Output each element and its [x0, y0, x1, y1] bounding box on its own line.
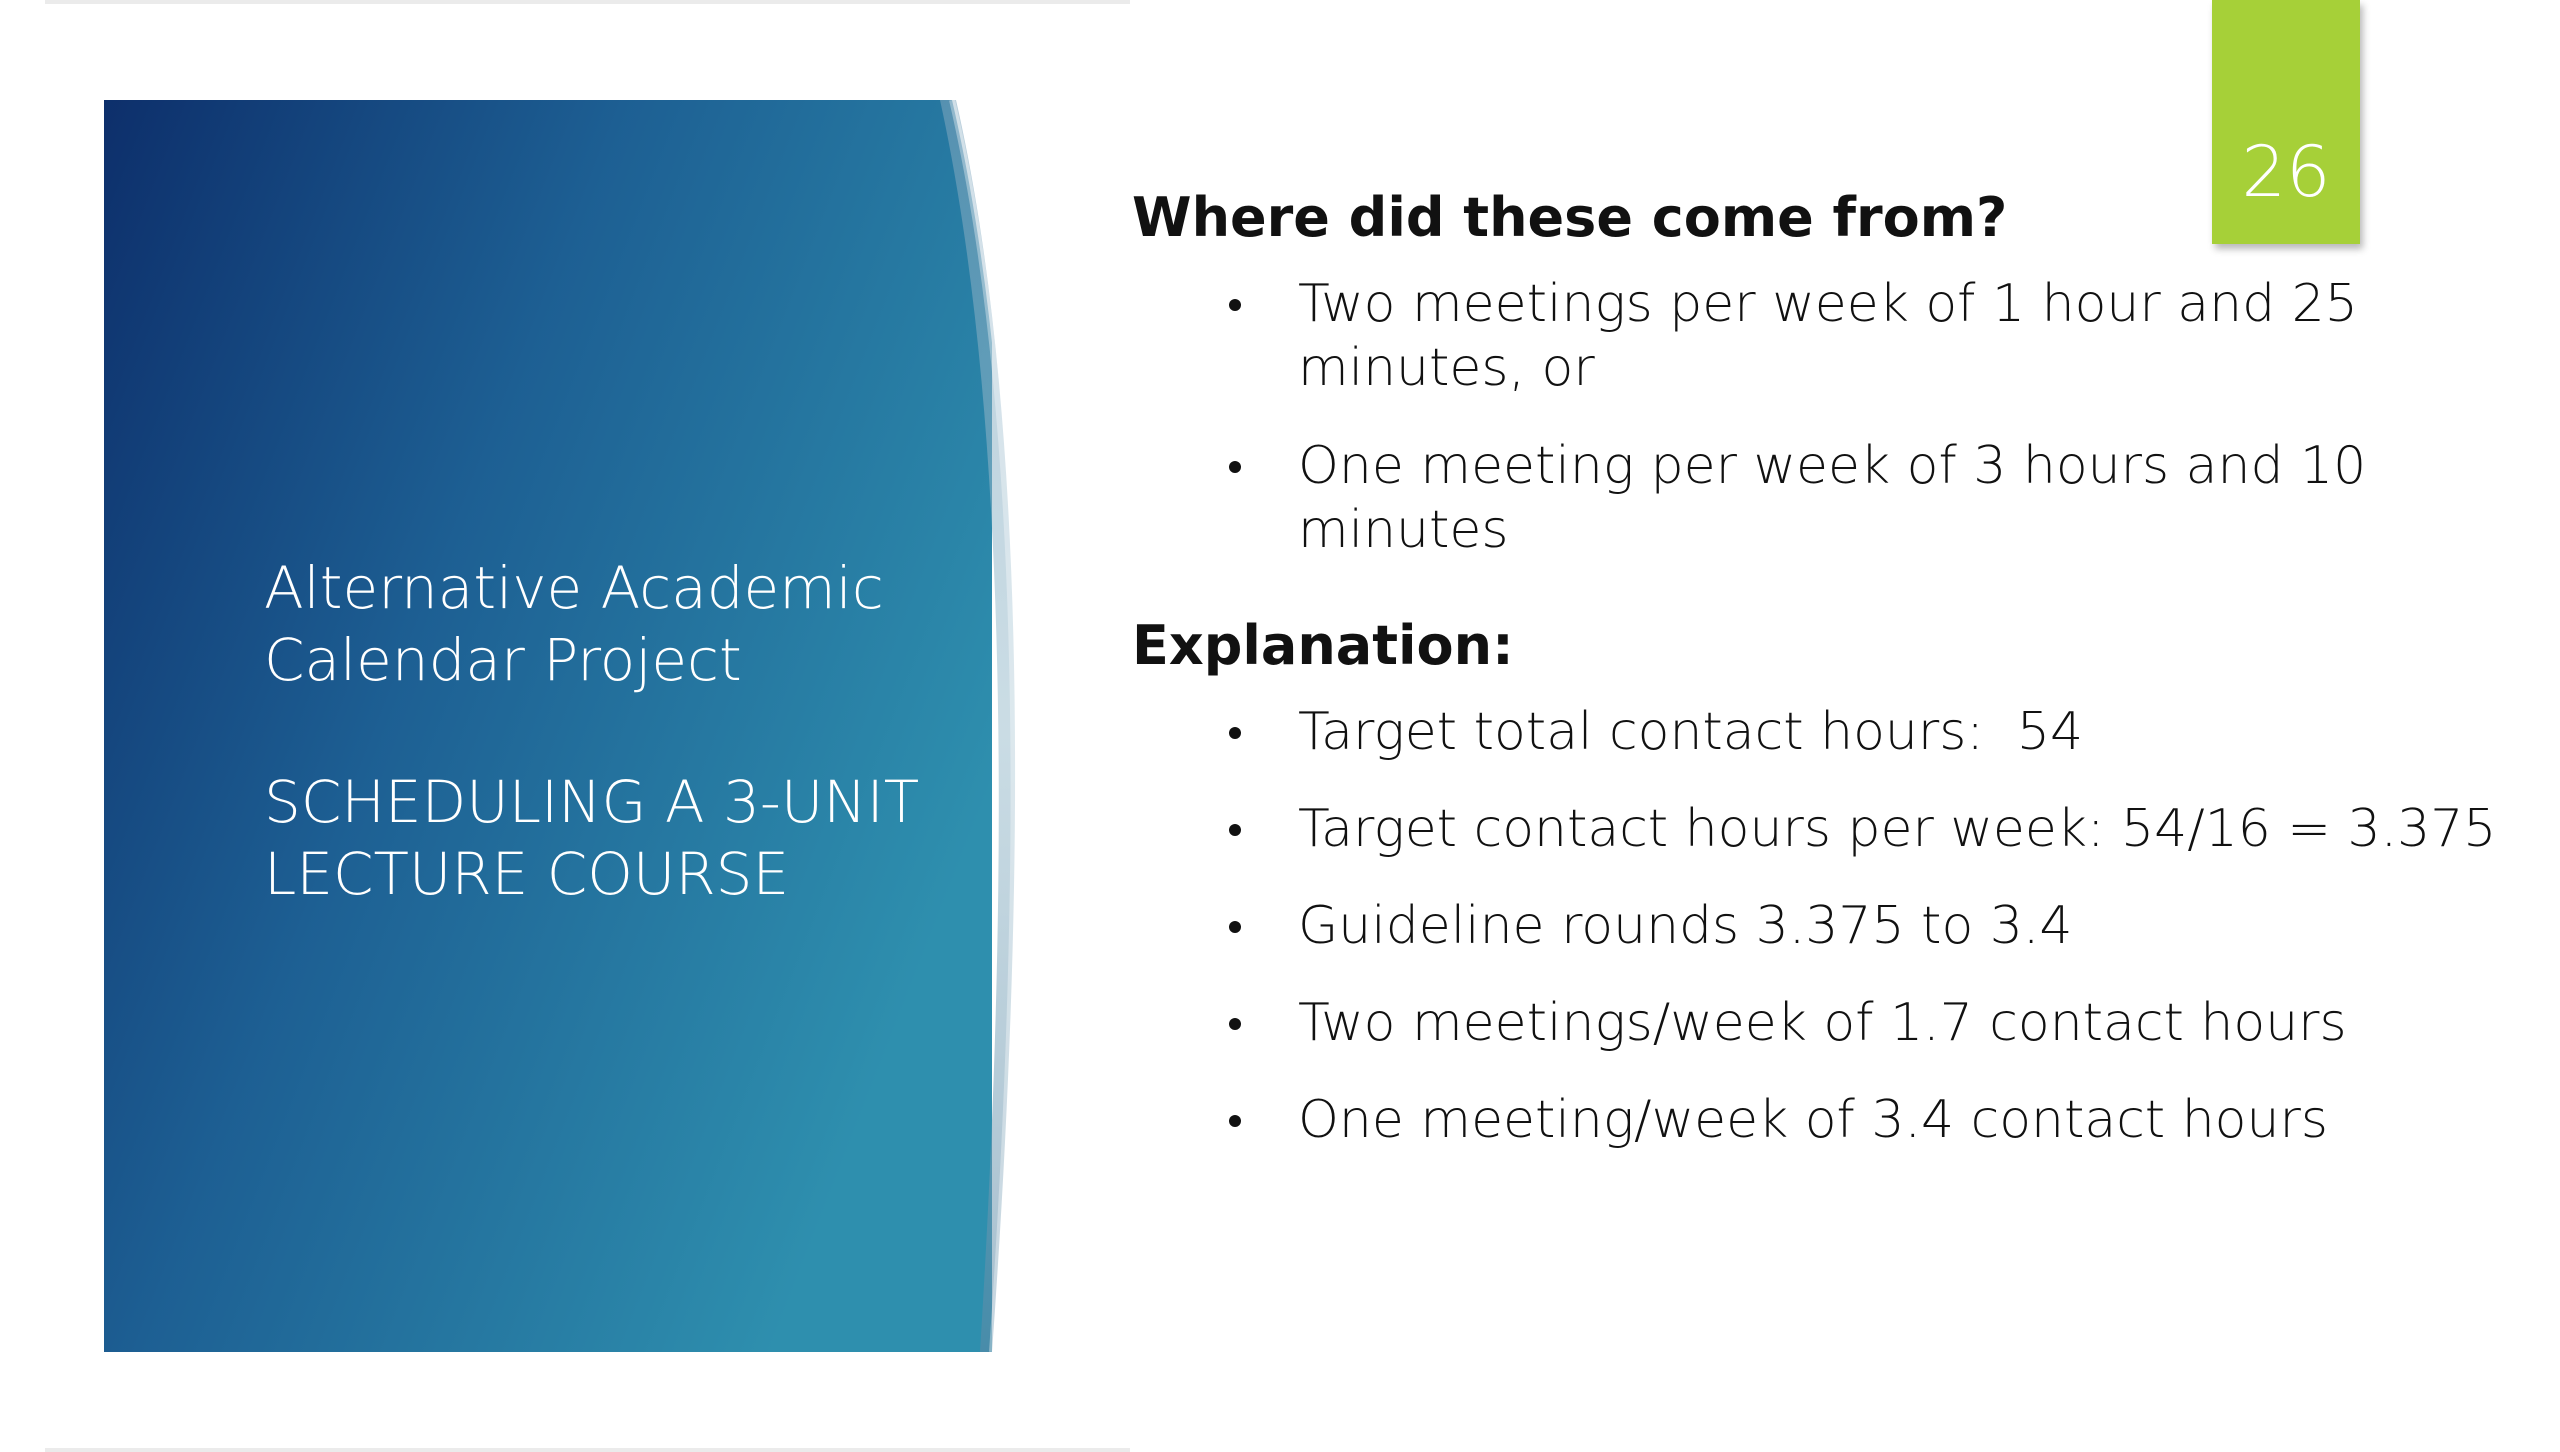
explanation-text-5: One meeting/week of 3.4 contact hours [1298, 1090, 2328, 1150]
option-item-1 [1132, 272, 2532, 400]
slide-content [1132, 184, 2532, 1185]
bullet-icon [1229, 727, 1241, 739]
heading-where-from: Where did these come from? [1132, 186, 2008, 249]
title-panel [104, 100, 1040, 1352]
title-line-2: Calendar Project [264, 626, 742, 694]
explanation-text-3: Guideline rounds 3.375 to 3.4 [1298, 896, 2073, 956]
bullet-icon [1229, 299, 1241, 311]
explanation-item-5 [1132, 1088, 2532, 1152]
bullet-icon [1229, 461, 1241, 473]
title-text-block [264, 552, 984, 910]
explanation-text-1: Target total contact hours: 54 [1298, 702, 2084, 762]
option-text-1: Two meetings per week of 1 hour and 25 minutes, or [1298, 274, 2358, 398]
bullet-icon [1229, 824, 1241, 836]
explanation-text-4: Two meetings/week of 1.7 contact hours [1298, 993, 2347, 1053]
explanation-item-1 [1132, 700, 2532, 764]
explanation-item-2 [1132, 797, 2532, 861]
explanation-text-2: Target contact hours per week: 54/16 = 3.375 [1298, 799, 2497, 859]
option-text-2: One meeting per week of 3 hours and 10 minutes [1298, 436, 2367, 560]
subtitle-line-2: LECTURE COURSE [264, 840, 790, 908]
slide-number: 26 [2241, 131, 2331, 213]
title-line-1: Alternative Academic [264, 554, 884, 622]
bullet-icon [1229, 1018, 1241, 1030]
explanation-item-3 [1132, 894, 2532, 958]
options-list [1132, 272, 2532, 562]
explanation-list [1132, 700, 2532, 1152]
bullet-icon [1229, 921, 1241, 933]
explanation-item-4 [1132, 991, 2532, 1055]
subtitle-line-1: SCHEDULING A 3-UNIT [264, 768, 920, 836]
bottom-divider [45, 1448, 1130, 1452]
option-item-2 [1132, 434, 2532, 562]
top-divider [45, 0, 1130, 4]
heading-explanation: Explanation: [1132, 614, 1514, 677]
bullet-icon [1229, 1115, 1241, 1127]
